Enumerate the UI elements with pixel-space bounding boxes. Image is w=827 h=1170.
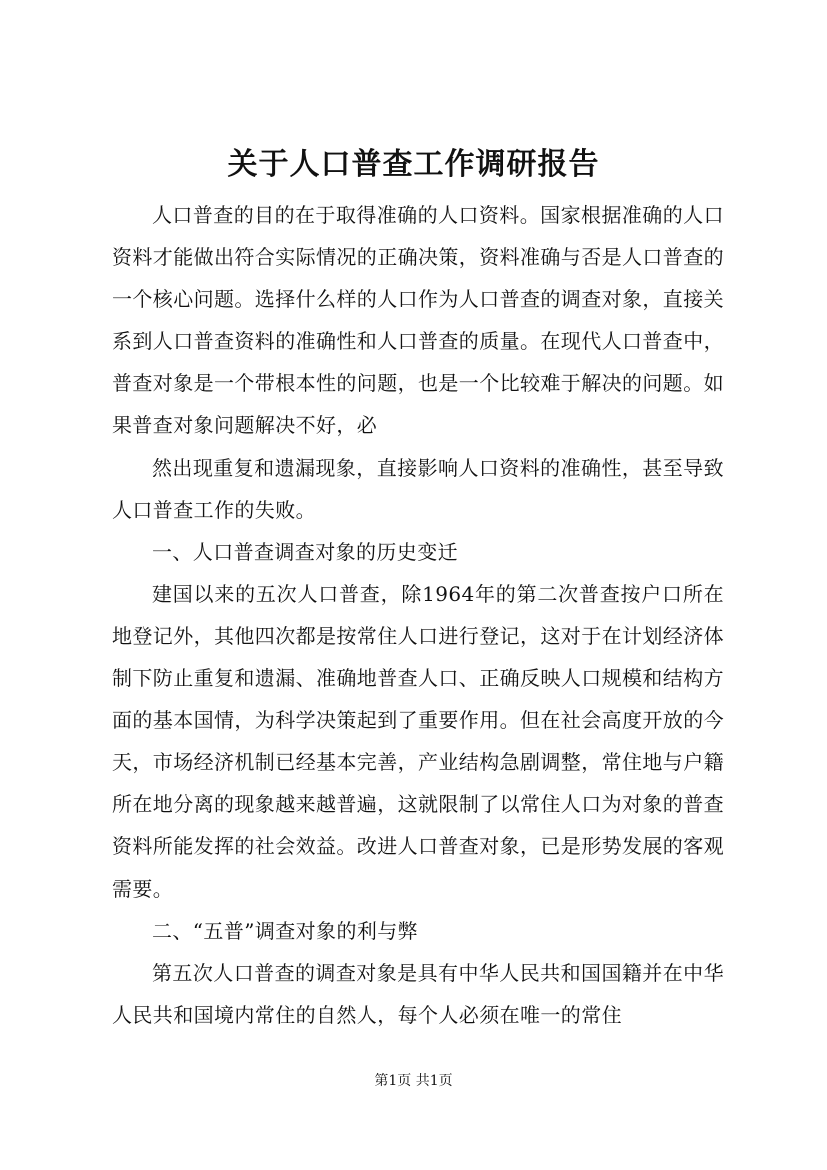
document-body [112, 194, 724, 1036]
paragraph-intro: 人口普查的目的在于取得准确的人口资料。国家根据准确的人口资料才能做出符合实际情况的正确决策，资料准确与否是人口普查的一个核心问题。选择什么样的人口作为人口普查的调查对象，直接关系到人口普查资料的准确性和人口普查的质量。在现代人口普查中，普查对象是一个带根本性的问题，也是一个比较难于解决的问题。如果普查对象问题解决不好，必 [112, 203, 724, 438]
document-title: 关于人口普查工作调研报告 [227, 147, 600, 182]
page-footer: 第1页 共1页 [374, 1073, 453, 1089]
section-heading-2: 二、“五普”调查对象的利与弊 [152, 918, 419, 943]
paragraph-history: 建国以来的五次人口普查，除1964年的第二次普查按户口所在地登记外，其他四次都是按常住人口进行登记，这对于在计划经济体制下防止重复和遗漏、准确地普查人口、正确反映人口规模和结构方面的基本国情，为科学决策起到了重要作用。但在社会高度开放的今天，市场经济机制已经基本完善，产业结构急剧调整，常住地与户籍所在地分离的现象越来越普遍，这就限制了以常住人口为对象的普查资料所能发挥的社会效益。改进人口普查对象，已是形势发展的客观需要。 [112, 581, 724, 901]
section-heading-1: 一、人口普查调查对象的历史变迁 [152, 539, 458, 564]
paragraph-fifth-census: 第五次人口普查的调查对象是具有中华人民共和国国籍并在中华人民共和国境内常住的自然人，每个人必须在唯一的常住 [112, 960, 724, 1027]
paragraph-continuation: 然出现重复和遗漏现象，直接影响人口资料的准确性，甚至导致人口普查工作的失败。 [112, 455, 724, 522]
